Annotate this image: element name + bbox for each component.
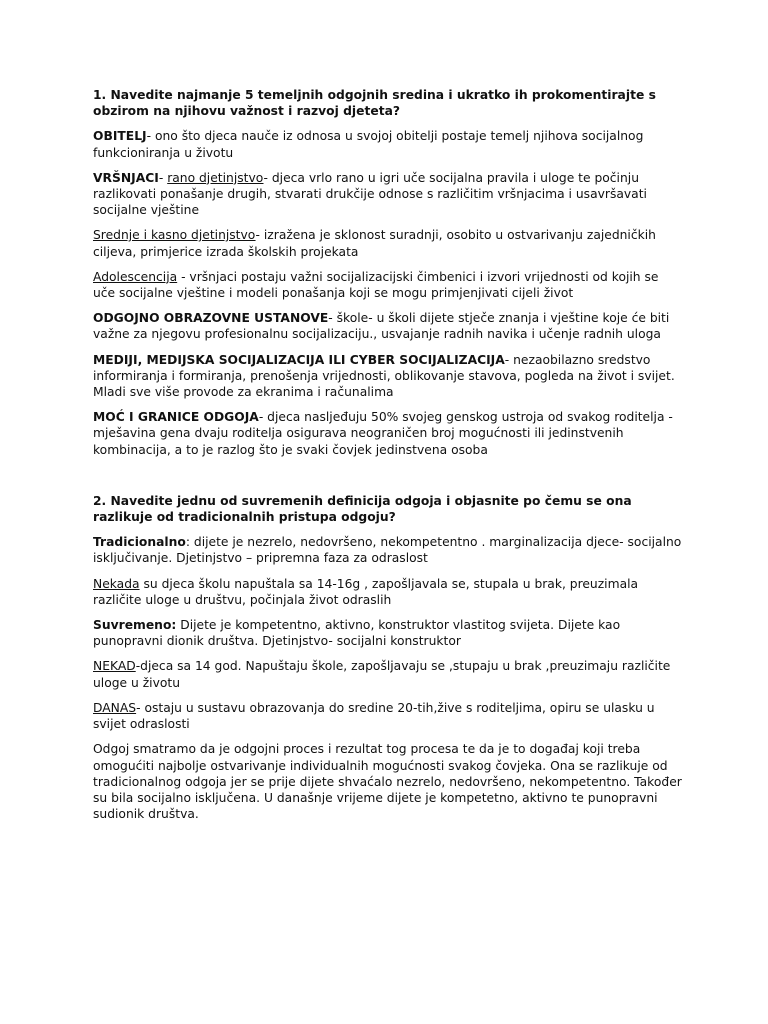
paragraph-ustanove: [93, 310, 683, 342]
paragraph-tradicionalno: [93, 534, 683, 566]
paragraph-text: : dijete je nezrelo, nedovršeno, nekompetentno . marginalizacija djece- socijalno isključivanje. Djetinjstvo – pripremna faza za odraslost: [93, 535, 682, 566]
paragraph-srednje-kasno: [93, 227, 683, 259]
term-srednje-kasno: Srednje i kasno djetinjstvo: [93, 228, 256, 243]
question-1: 1. Navedite najmanje 5 temeljnih odgojnih sredina i ukratko ih prokomentirajte s obzirom na njihovu važnost i razvoj djeteta?: [93, 88, 656, 119]
paragraph-text: Odgoj smatramo da je odgojni proces i rezultat tog procesa te da je to događaj koji treba omogućiti najbolje ostvarivanje individualnih mogućnosti svakog čovjeka. Ona se razlikuje od tradicionalnog odgoja jer se prije dijete shvaćalo nezrelo, nedovršeno, nekompetentno. Također su bila socijalno isključena. U današnje vrijeme dijete je kompetetno, aktivno te punopravni sudionik društva.: [93, 742, 682, 822]
paragraph-text: -djeca sa 14 god. Napuštaju škole, zapošljavaju se ,stupaju u brak ,preuzimaju različite uloge u životu: [93, 659, 671, 690]
paragraph-suvremeno: [93, 617, 683, 649]
question-2: 2. Navedite jednu od suvremenih definicija odgoja i objasnite po čemu se ona razlikuje od tradicionalnih pristupa odgoju?: [93, 493, 632, 525]
paragraph-text: - djeca nasljeđuju 50% svojeg genskog ustroja od svakog roditelja -mješavina gena dvaju roditelja osigurava neograničen broj mogućnosti ili jedinstvenih kombinacija, a to je razlog što je svaki čovjek jedinstvena osoba: [93, 410, 673, 457]
paragraph-text: - ostaju u sustavu obrazovanja do sredine 20-tih,žive s roditeljima, opiru se ulasku u svijet odraslosti: [93, 700, 655, 732]
term-tradicionalno: Tradicionalno: [93, 535, 186, 550]
paragraph-nekada: [93, 576, 683, 608]
term-mediji: MEDIJI, MEDIJSKA SOCIJALIZACIJA ILI CYBER SOCIJALIZACIJA: [93, 352, 505, 367]
document-page: [93, 87, 683, 831]
term-moc-granice: MOĆ I GRANICE ODGOJA: [93, 410, 259, 425]
paragraph-text: - djeca vrlo rano u igri uče socijalna pravila i uloge te počinju razlikovati ponašanje drugih, stvarati drukčije odnose s različitim vršnjacima i usavršavati socijalne vještine: [93, 170, 647, 218]
paragraph-text: - ono što djeca nauče iz odnosa u svojoj obitelji postaje temelj njihova socijalnog funkcioniranja u životu: [93, 129, 644, 160]
paragraph-nekad: [93, 658, 683, 690]
term-danas: DANAS: [93, 700, 137, 715]
term-rano-djetinjstvo: rano djetinjstvo: [167, 170, 264, 185]
paragraph-danas: [93, 700, 683, 732]
paragraph-text: - vršnjaci postaju važni socijalizacijski čimbenici i izvori vrijednosti od kojih se uče socijalne vještine i modeli ponašanja koji se mogu primjenjivati cijeli život: [93, 269, 659, 301]
term-obitelj: OBITELJ: [93, 129, 147, 144]
term-nekada: Nekada: [93, 576, 140, 591]
paragraph-text: - izražena je sklonost suradnji, osobito u ostvarivanju zajedničkih ciljeva, primjerice izrada školskih projekata: [93, 228, 656, 259]
paragraph-text: su djeca školu napuštala sa 14-16g , zapošljavala se, stupala u brak, preuzimala različite uloge u društvu, počinjala život odraslih: [93, 576, 639, 607]
paragraph-mediji: [93, 352, 683, 401]
term-nekad: NEKAD: [93, 659, 136, 674]
paragraph-adolescencija: [93, 269, 683, 301]
term-suvremeno: Suvremeno:: [93, 618, 177, 633]
term-adolescencija: Adolescencija: [93, 269, 178, 284]
term-ustanove: ODGOJNO OBRAZOVNE USTANOVE: [93, 311, 329, 326]
term-vrsnjaci: VRŠNJACI: [93, 170, 159, 185]
paragraph-conclusion: [93, 741, 683, 822]
paragraph-obitelj: [93, 128, 683, 160]
paragraph-text: - nezaobilazno sredstvo informiranja i formiranja, prenošenja vrijednosti, oblikovanje stavova, pogleda na život i svijet. Mladi sve više provode za ekranima i računalima: [93, 352, 675, 400]
section-spacer: [93, 467, 683, 493]
paragraph-text: Dijete je kompetentno, aktivno, konstruktor vlastitog svijeta. Dijete kao punopravni dionik društva. Djetinjstvo- socijalni konstruktor: [93, 618, 621, 649]
paragraph-text: - škole- u školi dijete stječe znanja i vještine koje će biti važne za njegovu profesionalnu socijalizaciju., usvajanje radnih navika i učenje radnih uloga: [93, 311, 670, 342]
paragraph-vrsnjaci: VRŠNJACI- rano djetinjstvo- djeca vrlo rano u igri uče socijalna pravila i uloge te počinju razlikovati ponašanje drugih, stvarati drukčije odnose s različitim vršnjacima i usavršavati socijalne vještine: [93, 170, 647, 218]
paragraph-moc-granice: [93, 409, 683, 458]
